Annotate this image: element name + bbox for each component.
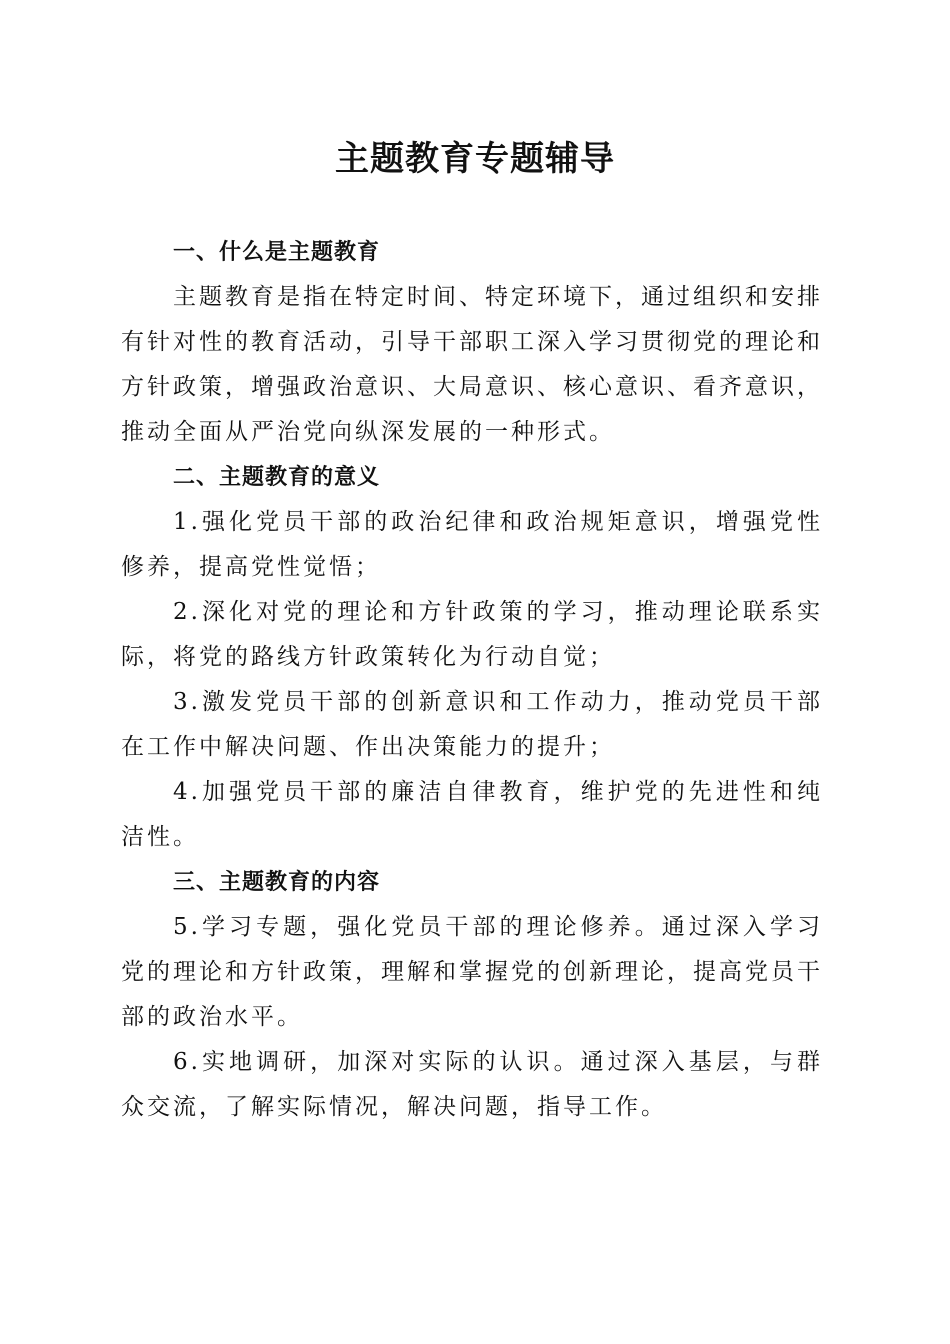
- paragraph: 3.激发党员干部的创新意识和工作动力，推动党员干部在工作中解决问题、作出决策能力的提升；: [121, 689, 823, 760]
- paragraph: 4.加强党员干部的廉洁自律教育，维护党的先进性和纯洁性。: [121, 779, 823, 850]
- section-heading: 二、主题教育的意义: [173, 465, 381, 490]
- paragraph: 5.学习专题，强化党员干部的理论修养。通过深入学习党的理论和方针政策，理解和掌握党的创新理论，提高党员干部的政治水平。: [121, 914, 823, 1030]
- paragraph: 主题教育是指在特定时间、特定环境下，通过组织和安排有针对性的教育活动，引导干部职工深入学习贯彻党的理论和方针政策，增强政治意识、大局意识、核心意识、看齐意识，推动全面从严治党向纵深发展的一种形式。: [121, 284, 823, 445]
- paragraph: 6.实地调研，加深对实际的认识。通过深入基层，与群众交流，了解实际情况，解决问题，指导工作。: [121, 1049, 823, 1120]
- page-title: 主题教育专题辅导: [335, 139, 615, 179]
- section-heading: 三、主题教育的内容: [173, 870, 381, 895]
- paragraph: 2.深化对党的理论和方针政策的学习，推动理论联系实际，将党的路线方针政策转化为行动自觉；: [121, 599, 823, 670]
- section-heading: 一、什么是主题教育: [173, 240, 381, 265]
- document-body: [121, 230, 823, 1130]
- paragraph: 1.强化党员干部的政治纪律和政治规矩意识，增强党性修养，提高党性觉悟；: [121, 509, 823, 580]
